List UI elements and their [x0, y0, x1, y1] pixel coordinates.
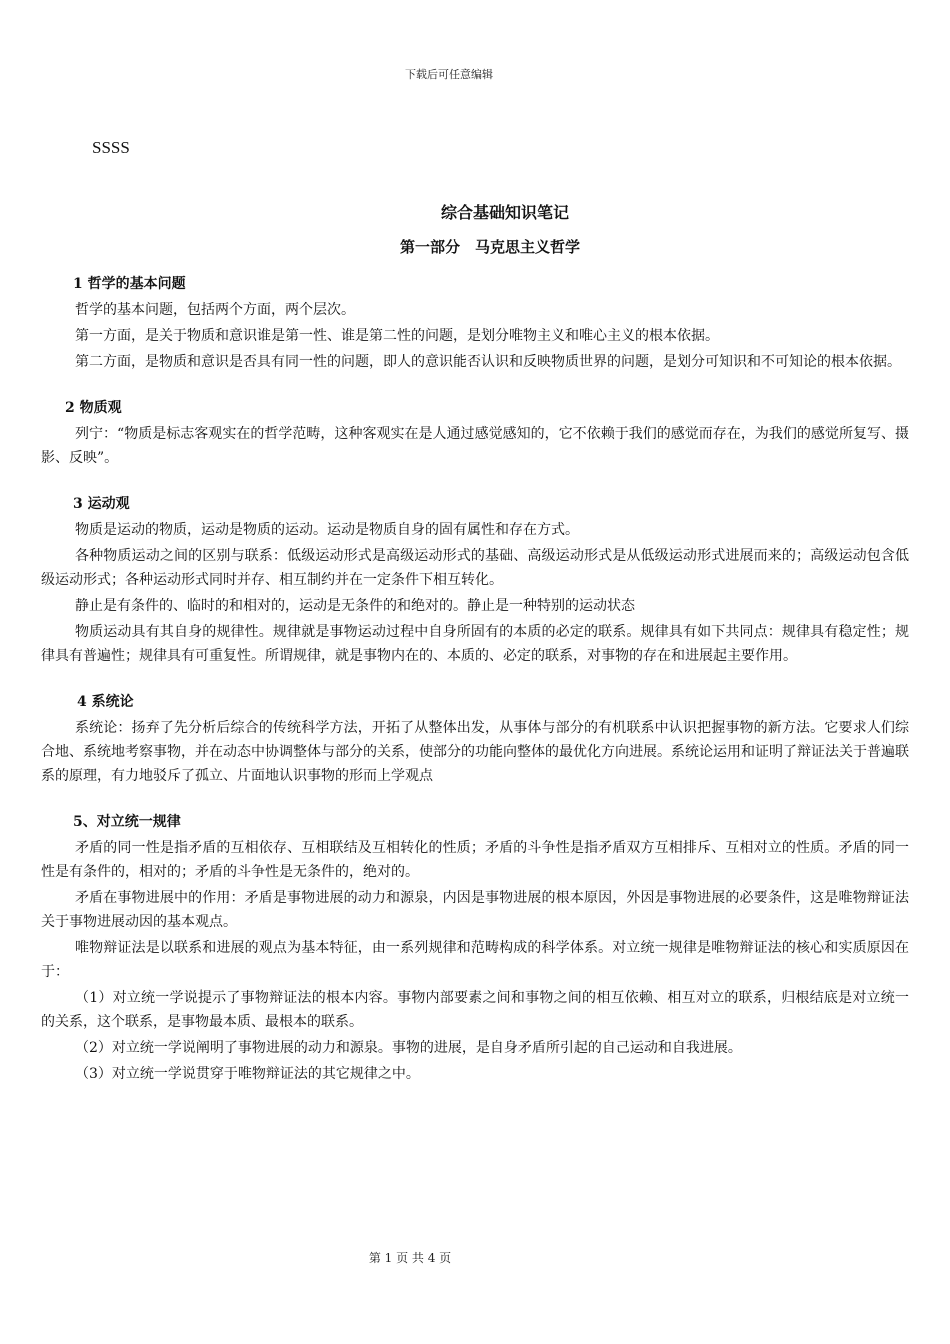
section-unity-of-opposites: [41, 810, 909, 1086]
section-systems-theory: [41, 690, 909, 788]
paragraph: 第一方面，是关于物质和意识谁是第一性、谁是第二性的问题，是划分唯物主义和唯心主义的根本依据。: [75, 328, 719, 344]
numbered-paragraph: （2）对立统一学说阐明了事物进展的动力和源泉。事物的进展，是自身矛盾所引起的自己运动和自我进展。: [75, 1040, 742, 1056]
paragraph: 哲学的基本问题，包括两个方面，两个层次。: [75, 302, 355, 318]
document-body: [41, 272, 909, 1108]
paragraph: 各种物质运动之间的区别与联系：低级运动形式是高级运动形式的基础、高级运动形式是从低级运动形式进展而来的；高级运动包含低级运动形式；各种运动形式同时并存、相互制约并在一定条件下相互转化。: [41, 548, 909, 588]
part-title: 第一部分 马克思主义哲学: [399, 238, 580, 256]
paragraph: 静止是有条件的、临时的和相对的，运动是无条件的和绝对的。静止是一种特别的运动状态: [75, 598, 635, 614]
paragraph: 矛盾在事物进展中的作用：矛盾是事物进展的动力和源泉，内因是事物进展的根本原因，外因是事物进展的必要条件，这是唯物辩证法关于事物进展动因的基本观点。: [41, 890, 909, 930]
paragraph: 物质是运动的物质，运动是物质的运动。运动是物质自身的固有属性和存在方式。: [75, 522, 579, 538]
paragraph: 物质运动具有其自身的规律性。规律就是事物运动过程中自身所固有的本质的必定的联系。规律具有如下共同点：规律具有稳定性；规律具有普遍性；规律具有可重复性。所谓规律，就是事物内在的、本质的、必定的联系，对事物的存在和进展起主要作用。: [41, 624, 909, 664]
paragraph: 第二方面，是物质和意识是否具有同一性的问题，即人的意识能否认识和反映物质世界的问题，是划分可知识和不可知论的根本依据。: [75, 354, 901, 370]
paragraph: 列宁：“物质是标志客观实在的哲学范畴，这种客观实在是人通过感觉感知的，它不依赖于我们的感觉而存在，为我们的感觉所复写、摄影、反映”。: [41, 426, 909, 466]
section-heading: 1 哲学的基本问题: [73, 276, 186, 292]
section-basic-problem: [41, 272, 909, 374]
numbered-paragraph: （3）对立统一学说贯穿于唯物辩证法的其它规律之中。: [75, 1066, 420, 1082]
page-header-note: 下载后可任意编辑: [405, 68, 493, 81]
paragraph: 系统论：扬弃了先分析后综合的传统科学方法，开拓了从整体出发，从事体与部分的有机联系中认识把握事物的新方法。它要求人们综合地、系统地考察事物，并在动态中协调整体与部分的关系，使部分的功能向整体的最优化方向进展。系统论运用和证明了辩证法关于普遍联系的原理，有力地驳斥了孤立、片面地认识事物的形而上学观点: [41, 720, 909, 784]
section-materialism: [41, 396, 909, 470]
section-heading: 4 系统论: [77, 694, 134, 710]
document-title: 综合基础知识笔记: [440, 203, 569, 222]
section-heading: 2 物质观: [65, 400, 122, 416]
section-motion: [41, 492, 909, 668]
paragraph: 唯物辩证法是以联系和进展的观点为基本特征，由一系列规律和范畴构成的科学体系。对立统一规律是唯物辩证法的核心和实质原因在于：: [41, 940, 909, 980]
corner-tag: SSSS: [92, 138, 130, 157]
section-heading: 5、对立统一规律: [73, 814, 181, 830]
section-heading: 3 运动观: [73, 496, 130, 512]
numbered-paragraph: （1）对立统一学说提示了事物辩证法的根本内容。事物内部要素之间和事物之间的相互依赖、相互对立的联系，归根结底是对立统一的关系，这个联系，是事物最本质、最根本的联系。: [41, 990, 909, 1030]
page-footer: 第 1 页 共 4 页: [368, 1251, 452, 1265]
paragraph: 矛盾的同一性是指矛盾的互相依存、互相联结及互相转化的性质；矛盾的斗争性是指矛盾双方互相排斥、互相对立的性质。矛盾的同一性是有条件的，相对的；矛盾的斗争性是无条件的，绝对的。: [41, 840, 909, 880]
